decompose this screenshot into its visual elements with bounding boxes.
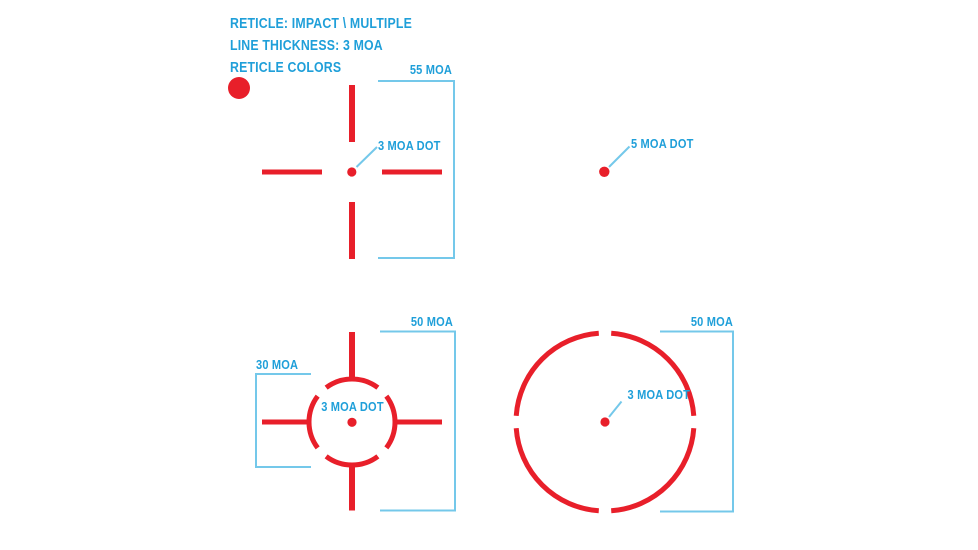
- circle-arc-southeast: [611, 428, 694, 511]
- reticle-single-dot: [599, 147, 629, 178]
- reticle-segmented-circle-dot: [516, 332, 733, 512]
- reticle-crosshair-dot: [262, 81, 454, 259]
- circle-arc-south: [326, 456, 378, 465]
- header-line-thickness: LINE THICKNESS: 3 MOA: [230, 38, 383, 54]
- crosshair-arm-top: [349, 85, 355, 142]
- callout-line-5moa-dot: [609, 147, 630, 168]
- label-3moa-dot-crosshair: 3 MOA DOT: [378, 138, 441, 153]
- center-dot-3moa: [600, 417, 609, 426]
- crosshair-arm-top: [349, 332, 355, 378]
- crosshair-arm-right: [382, 170, 442, 175]
- circle-arc-north: [326, 379, 378, 388]
- circle-arc-southwest: [516, 428, 599, 511]
- crosshair-arm-right: [397, 420, 442, 425]
- crosshair-arm-left: [262, 420, 307, 425]
- center-dot-5moa: [599, 167, 609, 177]
- crosshair-arm-bottom: [349, 466, 355, 511]
- circle-arc-northwest: [516, 333, 599, 416]
- label-50moa-circle-crosshair: 50 MOA: [410, 314, 453, 329]
- label-3moa-dot-segmented-circle: 3 MOA DOT: [627, 387, 691, 402]
- label-55moa: 55 MOA: [409, 62, 452, 77]
- header-reticle-type: RETICLE: IMPACT \ MULTIPLE: [230, 16, 412, 32]
- callout-line-3moa-dot: [357, 147, 378, 167]
- center-dot-3moa: [347, 167, 356, 176]
- label-50moa-segmented-circle: 50 MOA: [690, 314, 733, 329]
- header-reticle-colors: RETICLE COLORS: [230, 60, 342, 76]
- label-30moa: 30 MOA: [256, 357, 299, 372]
- crosshair-arm-left: [262, 170, 322, 175]
- center-dot-3moa: [347, 418, 356, 427]
- label-5moa-dot: 5 MOA DOT: [631, 136, 694, 151]
- circle-arc-northeast: [611, 333, 694, 416]
- label-3moa-dot-circle-crosshair: 3 MOA DOT: [321, 399, 384, 414]
- crosshair-arm-bottom: [349, 202, 355, 259]
- callout-line-3moa-dot: [609, 402, 622, 418]
